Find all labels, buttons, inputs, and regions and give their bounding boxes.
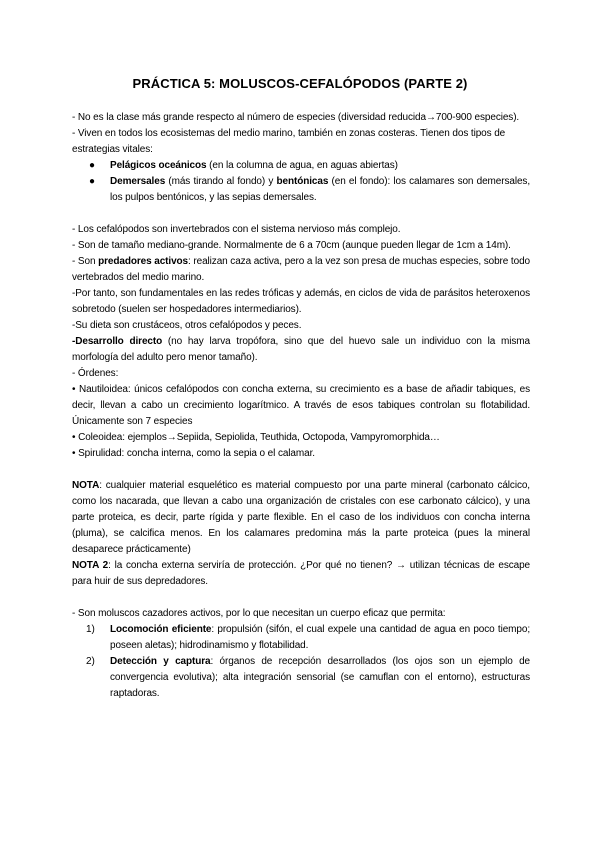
term-locomocion: Locomoción eficiente — [110, 624, 212, 635]
term-predadores: predadores activos — [98, 256, 189, 267]
list-item-deteccion — [72, 654, 530, 702]
paragraph-predators — [72, 254, 530, 286]
bullet-icon: ● — [89, 160, 95, 171]
text-segment: : realizan caza activa, pero a la vez son presa de muchas especies, sobre todo vertebrados del medio marino. — [72, 256, 530, 283]
paragraph-size: - Son de tamaño mediano-grande. Normalmente de 6 a 70cm (aunque pueden llegar de 1cm a 14m). — [72, 240, 511, 251]
term-demersales: Demersales — [110, 176, 166, 187]
bullet-text: (más tirando al fondo) y — [165, 176, 277, 187]
paragraph-diet: -Su dieta son crustáceos, otros cefalópodos y peces. — [72, 320, 302, 331]
document-body — [72, 110, 530, 702]
note-text: : cualquier material esquelético es material compuesto por una parte mineral (carbonato cálcico, como los nacarada, que llevan a cabo una organización de cristales con ese carbonato cálcico), y una parte proteica, es decir, parte rígida y parte flexible. En el caso de los individuos con concha interna (pluma), se calcifica menos. En los calamares predomina más la parte proteica (pues la mineral desaparece prácticamente) — [72, 480, 530, 555]
bullet-pelagicos — [72, 158, 530, 174]
note-label: NOTA — [72, 480, 100, 491]
paragraph-trophic: -Por tanto, son fundamentales en las redes tróficas y además, en ciclos de vida de parásitos heteroxenos sobretodo (suelen ser hospedadores intermediarios). — [72, 288, 530, 315]
list-number: 2) — [86, 656, 95, 667]
page-title: PRÁCTICA 5: MOLUSCOS-CEFALÓPODOS (PARTE 2) — [132, 76, 468, 91]
note-2 — [72, 558, 530, 590]
term-desarrollo: -Desarrollo directo — [72, 336, 163, 347]
bullet-text: (en el fondo): los calamares son demersales, los pulpos bentónicos, y las sepias demersales. — [110, 176, 530, 203]
term-pelagicos: Pelágicos oceánicos — [110, 160, 207, 171]
order-nautiloidea: • Nautiloidea: únicos cefalópodos con concha externa, su crecimiento es a base de añadir tabiques, es decir, llevan a cabo un crecimiento logarítmico. A través de esos tabiques controlan su flotabilidad. Únicamente son 7 especies — [72, 384, 530, 427]
paragraph-hunters: - Son moluscos cazadores activos, por lo que necesitan un cuerpo eficaz que permita: — [72, 608, 446, 619]
order-spirulidad: • Spirulidad: concha interna, como la sepia o el calamar. — [72, 448, 315, 459]
text-segment: - Son — [72, 256, 99, 267]
list-item-locomocion — [72, 622, 530, 654]
paragraph-nervous-system: - Los cefalópodos son invertebrados con el sistema nervioso más complejo. — [72, 224, 401, 235]
text-segment: (no hay larva tropófora, sino que del huevo sale un individuo con la misma morfología del adulto pero menor tamaño). — [72, 336, 530, 363]
term-deteccion: Detección y captura — [110, 656, 211, 667]
paragraph-species: - No es la clase más grande respecto al número de especies (diversidad reducida→700-900 especies). — [72, 112, 520, 123]
note-text: : la concha externa serviría de protección. ¿Por qué no tienen? → utilizan técnicas de escape para huir de sus depredadores. — [72, 560, 531, 587]
bullet-text: (en la columna de agua, en aguas abiertas) — [206, 160, 398, 171]
list-text: : órganos de recepción desarrollados (los ojos son un ejemplo de convergencia evolutiva); alta integración sensorial (se camuflan con el entorno), estructuras raptadoras. — [110, 656, 530, 699]
term-bentonicas: bentónicas — [276, 176, 329, 187]
order-coleoidea: • Coleoidea: ejemplos→Sepiida, Sepiolida, Teuthida, Octopoda, Vampyromorphida… — [72, 432, 440, 443]
paragraph-ecosystems: - Viven en todos los ecosistemas del medio marino, también en zonas costeras. Tienen dos tipos de estrategias vitales: — [72, 128, 506, 155]
paragraph-orders: - Órdenes: — [72, 368, 119, 379]
note-1 — [72, 478, 530, 558]
bullet-icon: ● — [89, 176, 95, 187]
list-text: : propulsión (sifón, el cual expele una cantidad de agua en poco tiempo; poseen aletas); hidrodinamismo y flotabilidad. — [110, 624, 530, 651]
list-number: 1) — [86, 624, 95, 635]
bullet-demersales — [72, 174, 530, 206]
note-label: NOTA 2 — [72, 560, 109, 571]
paragraph-development — [72, 334, 530, 366]
